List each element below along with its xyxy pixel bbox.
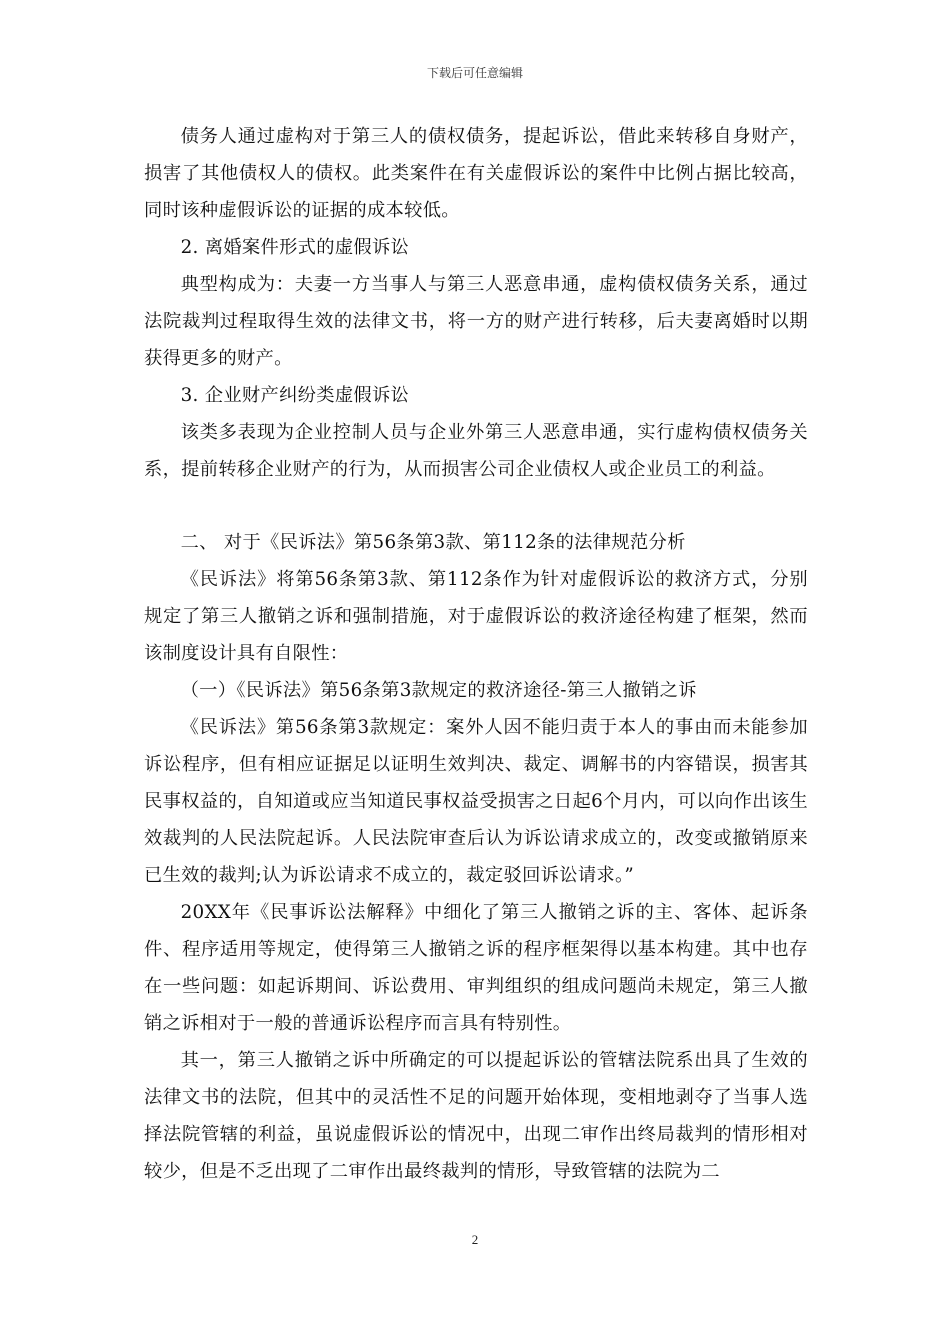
section-heading-2: 二、 对于《民诉法》第56条第3款、第112条的法律规范分析 bbox=[180, 532, 686, 553]
paragraph-interpretation-20xx: 20XX年《民事诉讼法解释》中细化了第三人撤销之诉的主、客体、起诉条件、程序适用等规定，使得第三人撤销之诉的程序框架得以基本构建。其中也存在一些问题：如起诉期间、诉讼费用、审判组织的组成问题尚未规定，第三人撤销之诉相对于一般的普通诉讼程序而言具有特别性。 bbox=[144, 902, 808, 1034]
paragraph-enterprise-property: 该类多表现为企业控制人员与企业外第三人恶意串通，实行虚构债权债务关系，提前转移企业财产的行为，从而损害公司企业债权人或企业员工的利益。 bbox=[144, 422, 808, 480]
subheading-enterprise-property: 3. 企业财产纠纷类虚假诉讼 bbox=[180, 385, 410, 406]
paragraph-first-issue: 其一，第三人撤销之诉中所确定的可以提起诉讼的管辖法院系出具了生效的法律文书的法院，但其中的灵活性不足的问题开始体现，变相地剥夺了当事人选择法院管辖的利益，虽说虚假诉讼的情况中，出现二审作出终局裁判的情形相对较少，但是不乏出现了二审作出最终裁判的情形，导致管辖的法院为二 bbox=[144, 1050, 808, 1182]
subheading-third-party-revocation: （一）《民诉法》第56条第3款规定的救济途径-第三人撤销之诉 bbox=[180, 680, 697, 701]
paragraph-article-56-quote: 《民诉法》第56条第3款规定：案外人因不能归责于本人的事由而未能参加诉讼程序，但有相应证据足以证明生效判决、裁定、调解书的内容错误，损害其民事权益的，自知道或应当知道民事权益受损害之日起6个月内，可以向作出该生效裁判的人民法院起诉。人民法院审查后认为诉讼请求成立的，改变或撤销原来已生效的裁判;认为诉讼请求不成立的，裁定驳回诉讼请求。” bbox=[144, 717, 808, 886]
page-number: 2 bbox=[471, 1232, 479, 1247]
paragraph-debt-fabrication: 债务人通过虚构对于第三人的债权债务，提起诉讼，借此来转移自身财产，损害了其他债权人的债权。此类案件在有关虚假诉讼的案件中比例占据比较高，同时该种虚假诉讼的证据的成本较低。 bbox=[144, 126, 808, 221]
subheading-divorce-case: 2. 离婚案件形式的虚假诉讼 bbox=[180, 237, 410, 258]
page-header: 下载后可任意编辑 bbox=[426, 66, 523, 80]
paragraph-divorce-case: 典型构成为：夫妻一方当事人与第三人恶意串通，虚构债权债务关系，通过法院裁判过程取得生效的法律文书，将一方的财产进行转移，后夫妻离婚时以期获得更多的财产。 bbox=[144, 274, 808, 369]
paragraph-civil-procedure-overview: 《民诉法》将第56条第3款、第112条作为针对虚假诉讼的救济方式，分别规定了第三人撤销之诉和强制措施，对于虚假诉讼的救济途径构建了框架，然而该制度设计具有自限性： bbox=[144, 569, 808, 664]
document-body bbox=[144, 118, 808, 1190]
